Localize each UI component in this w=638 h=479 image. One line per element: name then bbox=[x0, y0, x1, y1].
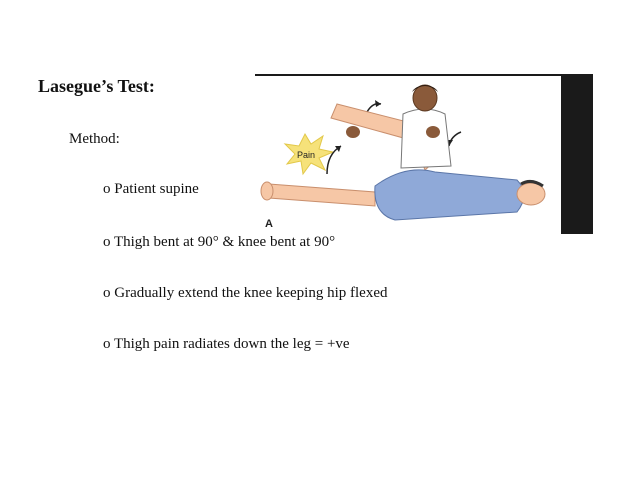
method-label: Method: bbox=[69, 131, 120, 147]
curved-arrow-down-icon bbox=[449, 132, 461, 146]
top-rule bbox=[255, 74, 593, 76]
lasegue-test-illustration bbox=[255, 74, 593, 234]
examiner-hand-left bbox=[346, 126, 360, 138]
bullet-extend-knee: o Gradually extend the knee keeping hip flexed bbox=[103, 285, 388, 301]
illustration-svg bbox=[255, 74, 593, 234]
bullet-patient-supine: o Patient supine bbox=[103, 181, 199, 197]
figure-panel-letter: A bbox=[265, 218, 273, 230]
bullet-pain-radiates: o Thigh pain radiates down the leg = +ve bbox=[103, 336, 350, 352]
examiner-coat bbox=[401, 109, 451, 168]
examiner-head bbox=[413, 85, 437, 111]
pain-label: Pain bbox=[297, 150, 316, 160]
slide-title: Lasegue’s Test: bbox=[38, 76, 155, 96]
bullet-thigh-bent: o Thigh bent at 90° & knee bent at 90° bbox=[103, 234, 336, 250]
accent-bar bbox=[561, 74, 593, 234]
arrow-head-up-icon bbox=[375, 100, 381, 107]
patient-gown bbox=[375, 170, 524, 220]
patient-foot bbox=[261, 182, 273, 200]
patient-extended-leg bbox=[269, 184, 375, 206]
examiner-hand-right bbox=[426, 126, 440, 138]
